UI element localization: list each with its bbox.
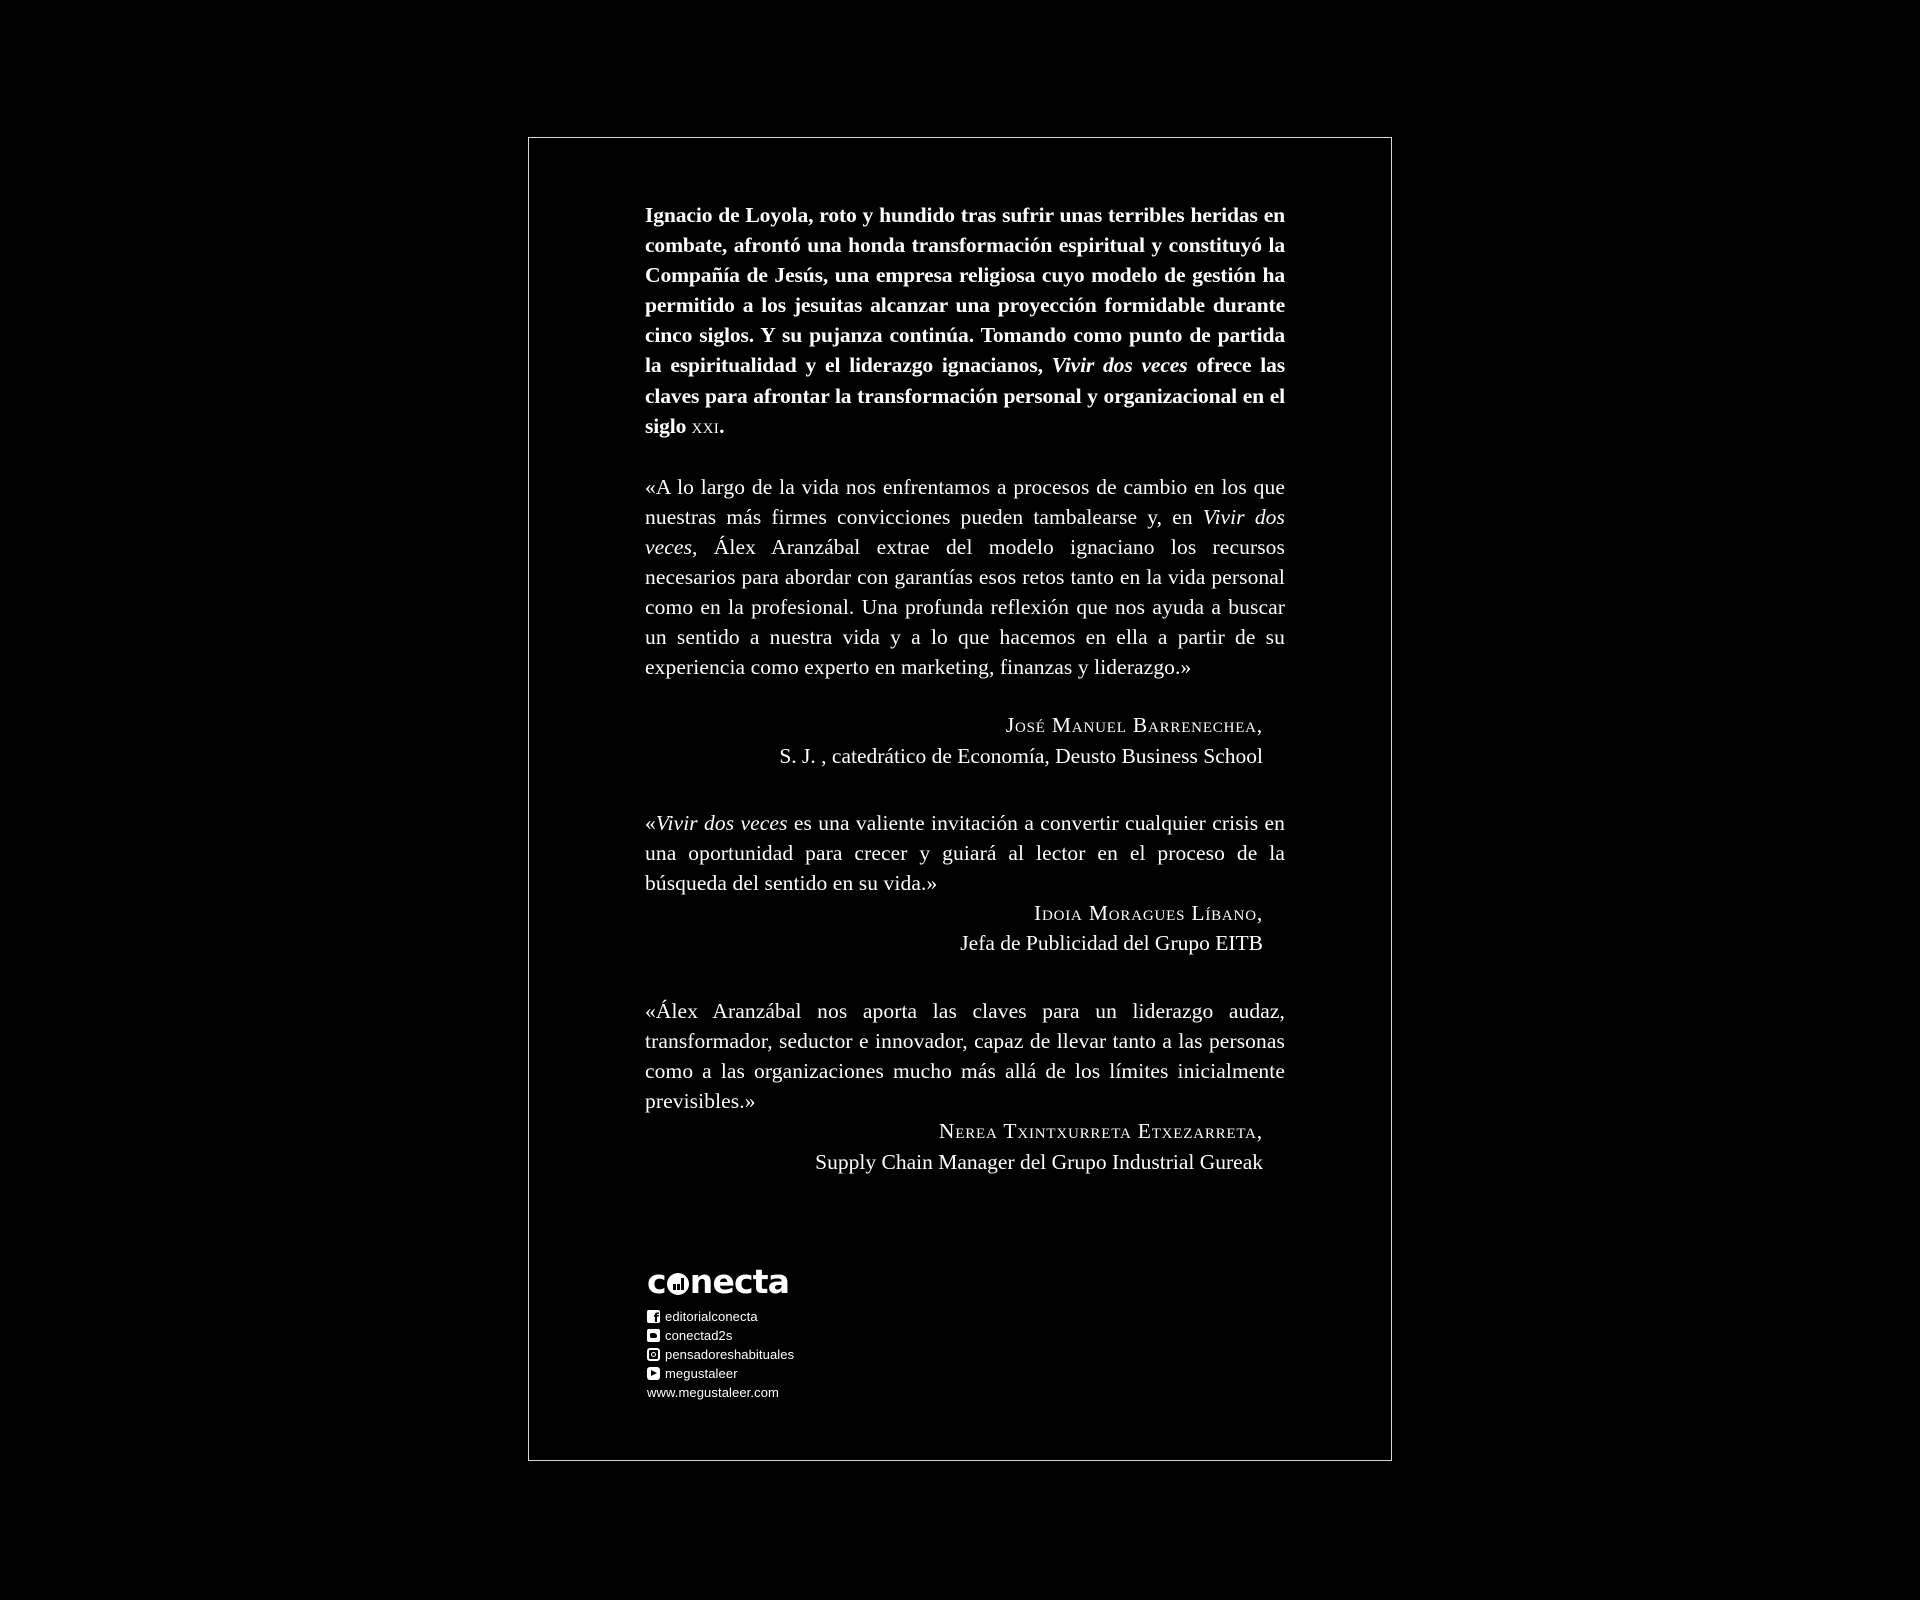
back-cover-content bbox=[645, 200, 1285, 1177]
conecta-logo bbox=[647, 1263, 947, 1301]
publisher-website: www.megustaleer.com bbox=[647, 1385, 779, 1400]
publisher-block bbox=[647, 1263, 947, 1402]
quote-text: es una valiente invitación a convertir cualquier crisis en una oportunidad para crecer y guiará al lector en el proceso de la búsqueda del sentido en su vida.» bbox=[645, 810, 1285, 895]
social-handle: editorialconecta bbox=[665, 1309, 758, 1324]
synopsis-text: Ignacio de Loyola, roto y hundido tras sufrir unas terribles heridas en combate, afrontó una honda transformación espiritual y constituyó la Compañía de Jesús, una empresa religiosa cuyo modelo de gestión ha permitido a los jesuitas alcanzar una proyección formidable durante cinco siglos. Y su pujanza continúa. Tomando como punto de partida la espiritualidad y el liderazgo ignacianos, bbox=[645, 203, 1285, 378]
testimonial-quote-1 bbox=[645, 472, 1285, 683]
testimonial-quote-2 bbox=[645, 808, 1285, 898]
social-handle: pensadoreshabituales bbox=[665, 1347, 795, 1362]
century-numeral: xxi bbox=[691, 413, 720, 438]
logo-text: c bbox=[647, 1262, 666, 1301]
author-name: José Manuel Barrenechea, bbox=[1005, 713, 1263, 738]
social-facebook bbox=[647, 1307, 947, 1326]
book-title-italic: Vivir dos veces bbox=[1051, 353, 1188, 378]
author-role: S. J. , catedrático de Economía, Deusto Business School bbox=[779, 743, 1263, 768]
quote-text: « bbox=[645, 810, 656, 835]
author-role: Jefa de Publicidad del Grupo EITB bbox=[960, 930, 1263, 955]
social-twitter bbox=[647, 1326, 947, 1345]
youtube-icon bbox=[647, 1367, 660, 1380]
quote-text: , Álex Aranzábal extrae del modelo ignaciano los recursos necesarios para abordar con garantías esos retos tanto en la vida personal como en la profesional. Una profunda reflexión que nos ayuda a buscar un sentido a nuestra vida y a lo que hacemos en ella a partir de su experiencia como experto en marketing, finanzas y liderazgo.» bbox=[645, 534, 1285, 680]
testimonial-quote-3 bbox=[645, 996, 1285, 1116]
synopsis-text: ofrece las claves para afrontar la transformación personal y organizacional en el siglo bbox=[645, 353, 1285, 438]
logo-text: necta bbox=[689, 1262, 790, 1301]
synopsis-blurb bbox=[645, 200, 1285, 441]
instagram-icon bbox=[647, 1348, 660, 1361]
social-instagram bbox=[647, 1345, 947, 1364]
testimonial-attribution-1 bbox=[645, 710, 1285, 770]
author-name: Nerea Txintxurreta Etxezarreta, bbox=[938, 1119, 1263, 1144]
book-title-italic: Vivir dos veces bbox=[645, 504, 1285, 559]
social-links bbox=[647, 1307, 947, 1383]
quote-text: «A lo largo de la vida nos enfrentamos a procesos de cambio en los que nuestras más firmes convicciones pueden tambalearse y, en bbox=[645, 474, 1285, 529]
social-handle: conectad2s bbox=[665, 1328, 733, 1343]
quote-text: «Álex Aranzábal nos aporta las claves para un liderazgo audaz, transformador, seductor e innovador, capaz de llevar tanto a las personas como a las organizaciones mucho más allá de los límites inicialmente previsibles.» bbox=[645, 999, 1285, 1114]
back-cover-frame bbox=[528, 137, 1392, 1461]
book-title-italic: Vivir dos veces bbox=[655, 810, 788, 835]
social-handle: megustaleer bbox=[665, 1366, 738, 1381]
testimonial-attribution-2 bbox=[645, 898, 1285, 958]
author-role: Supply Chain Manager del Grupo Industrial Gureak bbox=[815, 1149, 1263, 1174]
twitter-icon bbox=[647, 1329, 660, 1342]
synopsis-text: . bbox=[719, 413, 725, 438]
author-name: Idoia Moragues Líbano, bbox=[1034, 900, 1263, 925]
testimonial-attribution-3 bbox=[645, 1116, 1285, 1176]
social-youtube bbox=[647, 1364, 947, 1383]
logo-chart-glyph-icon bbox=[667, 1273, 689, 1295]
facebook-icon bbox=[647, 1310, 660, 1323]
